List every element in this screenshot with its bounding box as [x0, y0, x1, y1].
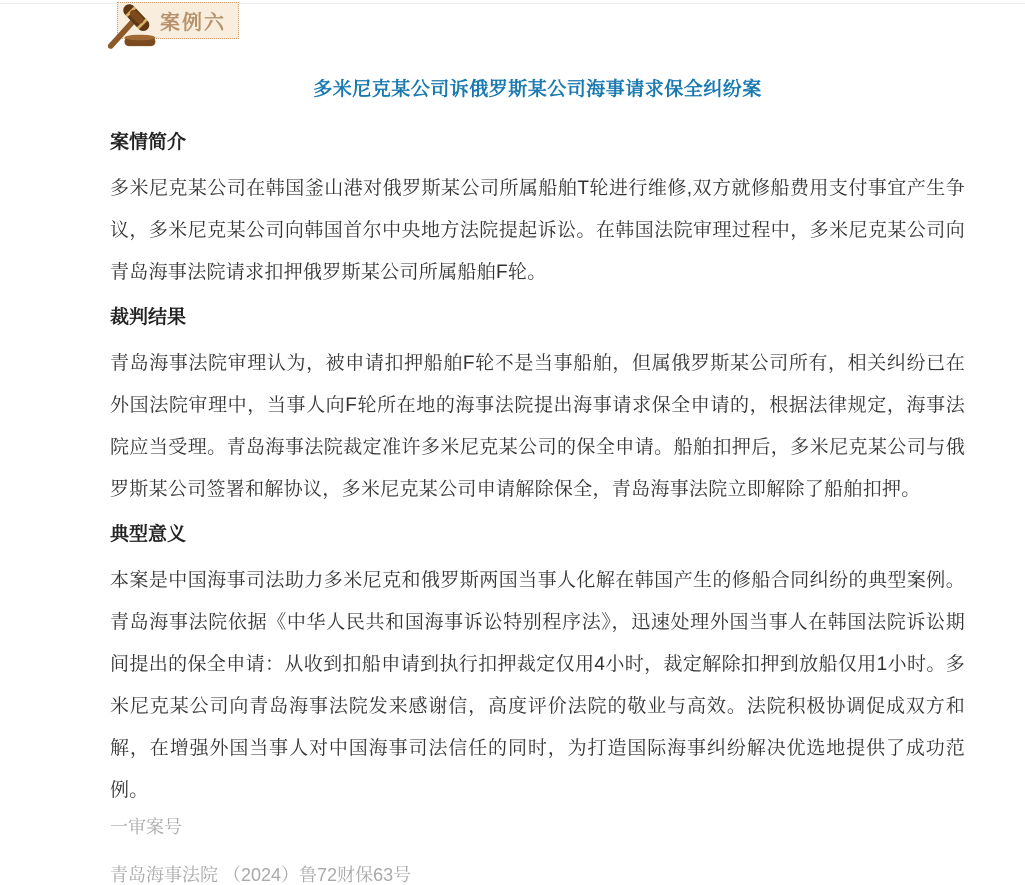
section-heading-judgment-result: 裁判结果: [110, 307, 187, 328]
first-instance-case-number-label: 一审案号: [110, 817, 182, 837]
section-body-typical-significance: 本案是中国海事司法助力多米尼克和俄罗斯两国当事人化解在韩国产生的修船合同纠纷的典型案例。青岛海事法院依据《中华人民共和国海事诉讼特别程序法》，迅速处理外国当事人在韩国法院诉讼期间提出的保全申请：从收到扣船申请到执行扣押裁定仅用4小时，裁定解除扣押到放船仅用1小时。多米尼克某公司向青岛海事法院发来感谢信，高度评价法院的敬业与高效。法院积极协调促成双方和解，在增强外国当事人对中国海事司法信任的同时，为打造国际海事纠纷解决优选地提供了成功范例。: [110, 570, 965, 801]
section-body-case-brief: 多米尼克某公司在韩国釜山港对俄罗斯某公司所属船舶T轮进行维修,双方就修船费用支付事宜产生争议，多米尼克某公司向韩国首尔中央地方法院提起诉讼。在韩国法院审理过程中，多米尼克某公司向青岛海事法院请求扣押俄罗斯某公司所属船舶F轮。: [110, 178, 965, 283]
case-badge-label: 案例六: [160, 12, 226, 34]
case-number-footer: [110, 814, 965, 885]
section-heading-typical-significance: 典型意义: [110, 524, 187, 545]
case-content: [0, 76, 1025, 885]
case-title: 多米尼克某公司诉俄罗斯某公司海事请求保全纠纷案: [313, 79, 762, 100]
first-instance-case-number-value: 青岛海事法院 （2024）鲁72财保63号: [110, 865, 412, 885]
section-body-judgment-result: 青岛海事法院审理认为，被申请扣押船舶F轮不是当事船舶，但属俄罗斯某公司所有，相关纠纷已在外国法院审理中，当事人向F轮所在地的海事法院提出海事请求保全申请的，根据法律规定，海事法院应当受理。青岛海事法院裁定准许多米尼克某公司的保全申请。船舶扣押后，多米尼克某公司与俄罗斯某公司签署和解协议，多米尼克某公司申请解除保全，青岛海事法院立即解除了船舶扣押。: [110, 353, 965, 500]
section-heading-case-brief: 案情简介: [110, 132, 187, 153]
gavel-icon: [102, 3, 160, 55]
case-badge: [117, 2, 239, 39]
